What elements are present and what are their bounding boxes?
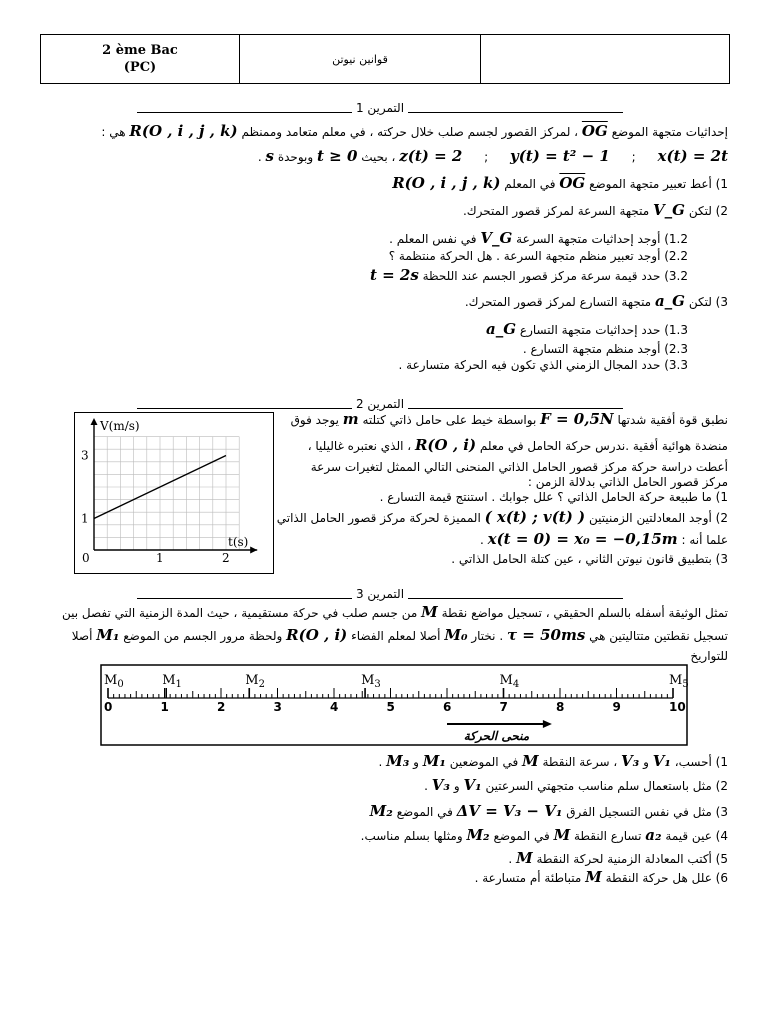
ruler-tick-label: 5 <box>386 700 395 714</box>
ex3-line2: تسجيل نقطتين متتاليتين هي τ = 50ms . نختار M₀ أصلا لمعلم الفضاء R(O , i) ولحظة مرور الجسم من الموضع M₁ أصلا <box>71 626 728 644</box>
ex1-intro: إحداثيات متجهة الموضع $\overline{OG}$ ، لمركز القصور لجسم صلب خلال حركته ، في معلم متعامد وممنظم R(O , i , j , k) هي : <box>101 122 728 140</box>
ex3-q5: 5) أكتب المعادلة الزمنية لحركة النقطة M . <box>508 849 728 867</box>
divider-line <box>408 400 623 409</box>
level-label: 2 ème Bac <box>102 43 178 58</box>
y-axis-label: V(m/s) <box>100 419 140 433</box>
section-label: (PC) <box>123 60 157 75</box>
ruler-tick-label: 2 <box>217 700 226 714</box>
ex1-q33: 3.3) حدد المجال الزمني الذي تكون فيه الحركة متسارعة . <box>398 358 688 372</box>
x-tick-label: 2 <box>222 551 230 565</box>
ex1-q1: 1) أعط تعبير متجهة الموضع $\overline{OG}$ في المعلم R(O , i , j , k) <box>392 174 728 192</box>
ex3-q4: 4) عين قيمة a₂ تسارع النقطة M في الموضع M₂ ومثلها بسلم مناسب. <box>360 826 728 844</box>
ruler-tick-label: 8 <box>556 700 565 714</box>
ex1-q23: 3.2) حدد قيمة سرعة مركز قصور الجسم عند اللحظة t = 2s <box>369 266 688 284</box>
divider-line <box>137 104 352 113</box>
divider-line <box>408 590 623 599</box>
ex1-q22: 2.2) أوجد تعبير منظم متجهة السرعة . هل الحركة منتظمة ؟ <box>388 249 688 263</box>
y-tick-label: 3 <box>81 448 89 463</box>
position-ruler <box>100 664 688 746</box>
ex1-q3: 3) لتكن a_G متجهة التسارع لمركز قصور المتحرك. <box>464 292 728 310</box>
ruler-tick-label: 3 <box>273 700 282 714</box>
ex2-line3: أعطت دراسة حركة مركز قصور الحامل الذاتي المنحنى التالي الممثل لتغيرات سرعة <box>310 460 728 474</box>
ex3-line3: للتواريخ <box>690 649 728 663</box>
position-label: $M_4$ <box>499 673 520 690</box>
subject-title: قوانين نيوتن <box>240 35 481 84</box>
position-label: $M_5$ <box>669 673 689 690</box>
x-axis-label: t(s) <box>228 535 249 549</box>
ex1-equations: x(t) = 2t ; y(t) = t² − 1 ; z(t) = 2 ، بحيث t ≥ 0 وبوحدة s . <box>257 147 728 165</box>
y-tick-label: 1 <box>81 511 89 526</box>
divider-line <box>137 590 352 599</box>
ex1-q31: 1.3) حدد إحداثيات متجهة التسارع a_G <box>486 320 688 338</box>
ex3-q6: 6) علل هل حركة النقطة M متباطئة أم متسارعة . <box>474 868 728 886</box>
ex2-title-row <box>110 397 650 411</box>
ex3-title: التمرين 3 <box>355 587 405 601</box>
ruler-tick-label: 1 <box>160 700 169 714</box>
ex3-q1: 1) أحسب، V₁ و V₃ ، سرعة النقطة M في الموضعين M₁ و M₃ . <box>378 752 728 770</box>
ex2-q1: 1) ما طبيعة حركة الحامل الذاتي ؟ علل جوابك . استنتج قيمة التسارع . <box>379 490 728 504</box>
divider-line <box>137 400 352 409</box>
position-label: $M_2$ <box>245 673 265 690</box>
velocity-chart <box>74 412 274 574</box>
ex2-line2: منضدة هوائية أفقية .ندرس حركة الحامل في معلم R(O , i) ، الذي نعتبره غاليليا ، <box>307 436 728 454</box>
ex1-title-row <box>110 101 650 115</box>
ex2-q3: 3) بتطبيق قانون نيوتن الثاني ، عين كتلة الحامل الذاتي . <box>451 552 728 566</box>
ex3-line1: تمثل الوثيقة أسفله بالسلم الحقيقي ، تسجيل مواضع نقطة M من جسم صلب في حركة مستقيمية ، حيث المدة الزمنية التي تفصل بين <box>62 603 728 621</box>
ruler-tick-label: 0 <box>104 700 113 714</box>
ex1-q2: 2) لتكن V_G متجهة السرعة لمركز قصور المتحرك. <box>462 201 728 219</box>
origin-label: 0 <box>82 551 90 565</box>
position-label: $M_3$ <box>361 673 381 690</box>
ruler-tick-label: 9 <box>612 700 621 714</box>
ex1-title: التمرين 1 <box>355 101 405 115</box>
ex2-line4: مركز قصور الحامل الذاتي بدلالة الزمن : <box>527 475 728 489</box>
x-tick-label: 1 <box>156 551 164 565</box>
header-level-cell <box>41 35 240 84</box>
position-label: $M_0$ <box>104 673 124 690</box>
divider-line <box>408 104 623 113</box>
ex3-q3: 3) مثل في نفس التسجيل الفرق ΔV = V₃ − V₁ في الموضع M₂ <box>369 802 728 820</box>
ex1-q21: 1.2) أوجد إحداثيات متجهة السرعة V_G في نفس المعلم . <box>389 229 688 247</box>
header-table <box>40 34 730 84</box>
ruler-tick-label: 6 <box>443 700 452 714</box>
ruler-tick-label: 4 <box>330 700 339 714</box>
ex1-q32: 2.3) أوجد منظم متجهة التسارع . <box>522 342 688 356</box>
ex3-title-row <box>110 587 650 601</box>
position-label: $M_1$ <box>162 673 182 690</box>
header-empty-cell <box>481 35 730 84</box>
ex2-q2: 2) أوجد المعادلتين الزمنيتين ( x(t) ; v(t) ) المميزة لحركة مركز قصور الحامل الذاتي <box>276 508 728 526</box>
ex3-q2: 2) مثل باستعمال سلم مناسب متجهتي السرعتين V₁ و V₃ . <box>424 776 728 794</box>
direction-label: منحى الحركة <box>463 729 530 743</box>
ruler-tick-label: 10 <box>669 700 686 714</box>
ex2-title: التمرين 2 <box>355 397 405 411</box>
ex2-q2-init: علما أنه : x(t = 0) = x₀ = −0,15m . <box>479 530 728 548</box>
ruler-tick-label: 7 <box>499 700 508 714</box>
ex2-line1: نطبق قوة أفقية شدتها F = 0,5N بواسطة خيط على حامل ذاتي كتلته m يوجد فوق <box>290 410 728 428</box>
